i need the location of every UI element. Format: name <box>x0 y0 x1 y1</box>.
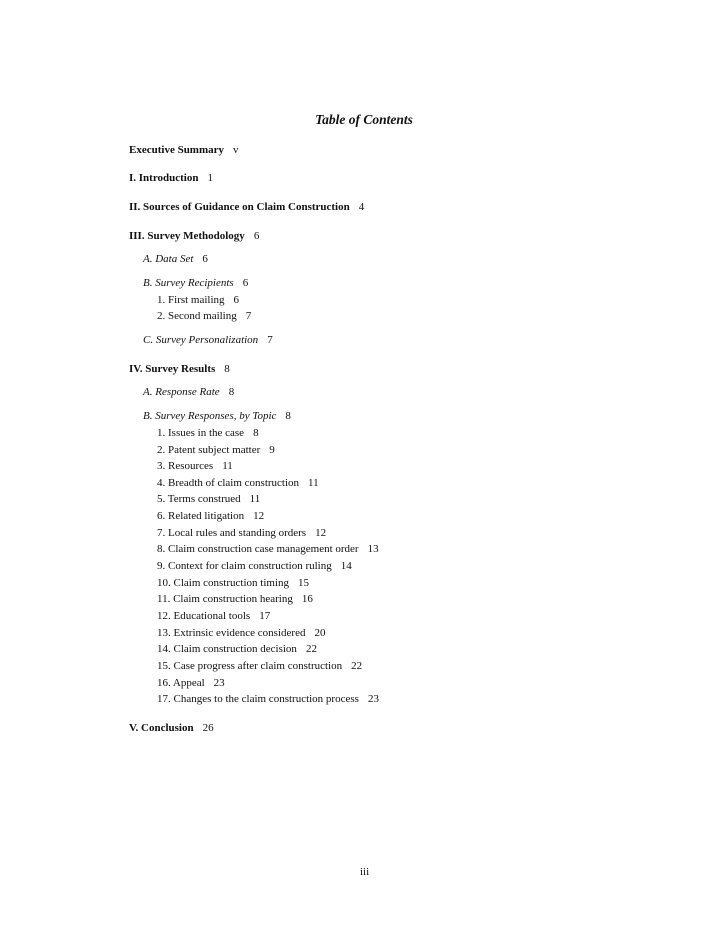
toc-entry-page: 8 <box>253 427 259 439</box>
toc-entry <box>143 409 291 423</box>
toc-entry-label: 12. Educational tools <box>157 610 251 622</box>
toc-entry-label: Executive Summary <box>129 144 225 156</box>
toc-entry <box>129 200 364 214</box>
toc-entry <box>143 385 234 399</box>
toc-entry-label: 10. Claim construction timing <box>157 577 289 589</box>
toc-entry-page: 23 <box>213 677 225 689</box>
toc-entry-label: III. Survey Methodology <box>129 230 245 242</box>
toc-entry-page: 6 <box>233 294 240 306</box>
toc-entry-page: 12 <box>315 527 327 539</box>
toc-entry-page: 4 <box>358 201 365 213</box>
toc-entry-label: 15. Case progress after claim construction <box>157 660 343 672</box>
toc-entry-page: 13 <box>367 543 379 555</box>
toc-entry <box>157 559 352 573</box>
toc-entry <box>157 309 251 323</box>
toc-entry-page: 15 <box>298 577 309 589</box>
toc-entry <box>157 542 379 556</box>
toc-entry-page: 12 <box>253 510 265 522</box>
page-number: iii <box>360 866 370 878</box>
toc-entry <box>157 642 317 656</box>
toc-entry-label: A. Data Set <box>143 253 194 265</box>
toc-entry <box>157 626 325 640</box>
toc-entry <box>129 171 213 185</box>
toc-entry <box>157 576 309 590</box>
toc-entry <box>157 426 259 440</box>
toc-entry-page: 17 <box>259 610 271 622</box>
toc-entry-label: II. Sources of Guidance on Claim Construction <box>129 201 350 213</box>
toc-entry <box>157 676 225 690</box>
toc-entry-page: 20 <box>314 627 326 639</box>
toc-entry-label: I. Introduction <box>129 172 199 184</box>
toc-entry <box>157 609 270 623</box>
toc-entry-page: 22 <box>305 643 317 655</box>
toc-entry-label: 13. Extrinsic evidence considered <box>157 627 306 639</box>
toc-entry-page: 11 <box>222 460 233 472</box>
toc-entry-page: 23 <box>367 693 379 705</box>
toc-entry <box>143 333 273 347</box>
toc-entry-page: 1 <box>207 172 213 184</box>
toc-entry-page: v <box>233 144 239 156</box>
toc-entry-label: V. Conclusion <box>129 722 194 734</box>
toc-title-text: Table of Contents <box>315 112 413 127</box>
toc-entry <box>157 592 313 606</box>
toc-entry-label: B. Survey Recipients <box>143 277 234 289</box>
toc-entry <box>157 459 233 473</box>
toc-entry-label: 1. Issues in the case <box>157 427 245 439</box>
toc-entry-label: 5. Terms construed <box>157 493 241 505</box>
toc-entry-label: 14. Claim construction decision <box>157 643 297 655</box>
toc-entry-page: 6 <box>202 253 208 265</box>
toc-title <box>0 112 728 128</box>
toc-entry-label: 8. Claim construction case management order <box>157 543 359 555</box>
toc-entry-page: 7 <box>245 310 252 322</box>
toc-entry-label: 3. Resources <box>157 460 214 472</box>
toc-entry <box>143 276 248 290</box>
toc-entry-page: 6 <box>242 277 249 289</box>
toc-entry-label: 16. Appeal <box>157 677 205 689</box>
toc-entry-label: A. Response Rate <box>143 386 220 398</box>
toc-entry <box>157 692 379 706</box>
toc-entry-page: 14 <box>340 560 352 572</box>
toc-entry-label: B. Survey Responses, by Topic <box>143 410 277 422</box>
toc-entry-page: 26 <box>202 722 214 734</box>
toc-entry-label: 7. Local rules and standing orders <box>157 527 307 539</box>
toc-entry-label: 2. Patent subject matter <box>157 444 261 456</box>
toc-entry-label: 6. Related litigation <box>157 510 245 522</box>
toc-entry <box>157 476 319 490</box>
toc-entry-page: 16 <box>301 593 313 605</box>
toc-entry <box>129 229 259 243</box>
toc-entry <box>157 526 326 540</box>
toc-entry-label: IV. Survey Results <box>129 363 216 375</box>
toc-entry-page: 8 <box>285 410 291 422</box>
toc-entry-page: 22 <box>351 660 363 672</box>
toc-entry <box>157 509 264 523</box>
toc-entry-label: 17. Changes to the claim construction process <box>157 693 359 705</box>
toc-entry <box>129 362 230 376</box>
toc-entry-label: C. Survey Personalization <box>143 334 259 346</box>
toc-entry <box>157 492 260 506</box>
toc-entry-page: 6 <box>253 230 260 242</box>
toc-entry-page: 9 <box>269 444 275 456</box>
toc-entry <box>143 252 208 266</box>
toc-entry-page: 11 <box>308 477 319 489</box>
toc-entry-label: 9. Context for claim construction ruling <box>157 560 332 572</box>
toc-entry-label: 4. Breadth of claim construction <box>157 477 300 489</box>
toc-entry <box>157 659 362 673</box>
toc-entry-label: 11. Claim construction hearing <box>157 593 293 605</box>
toc-entry <box>129 143 239 157</box>
toc-entry <box>129 721 214 735</box>
toc-entry-page: 8 <box>228 386 235 398</box>
toc-entry-label: 2. Second mailing <box>157 310 237 322</box>
toc-entry <box>157 293 239 307</box>
toc-entry-page: 7 <box>267 334 273 346</box>
toc-entry-page: 8 <box>224 363 230 375</box>
toc-entry <box>157 443 275 457</box>
toc-entry-page: 11 <box>249 493 261 505</box>
toc-entry-label: 1. First mailing <box>157 294 225 306</box>
